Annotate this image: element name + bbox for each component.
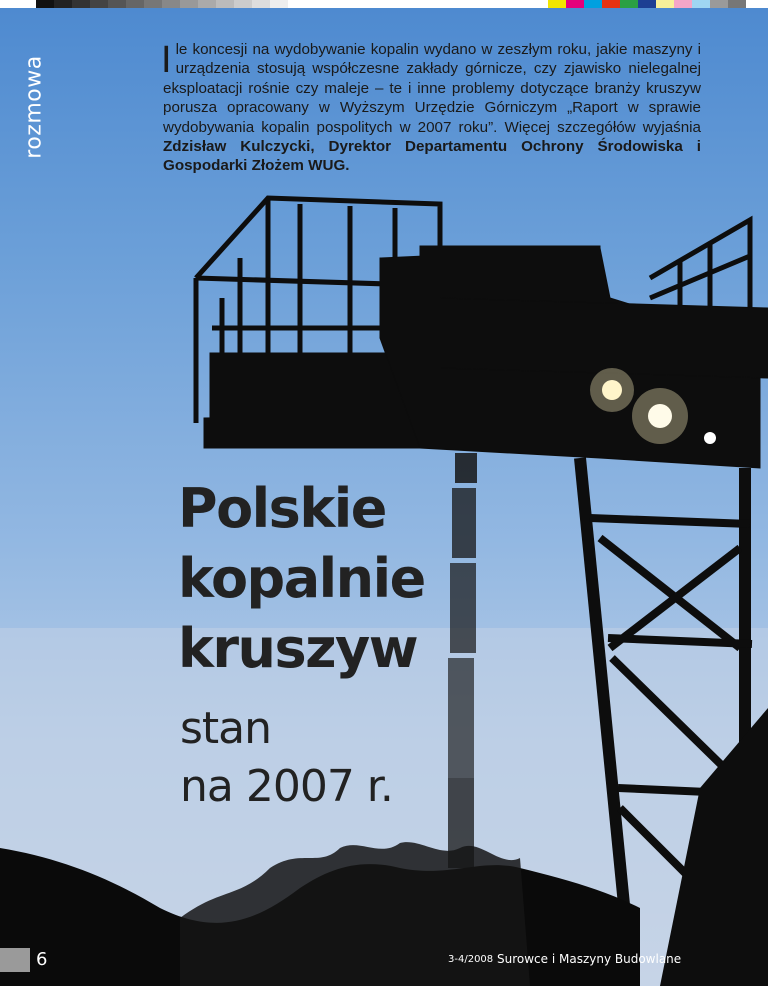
issue-number: 3-4/2008 xyxy=(448,954,494,965)
lead-paragraph xyxy=(163,40,701,176)
page-number-tab xyxy=(0,948,30,972)
headline xyxy=(178,474,498,684)
section-label: rozmowa xyxy=(21,55,47,159)
lead-text: le koncesji na wydobywanie kopalin wydano w zeszłym roku, jakie maszyny i urządzenia stosują współczesne zakłady górnicze, czy zjawisko nielegalnej eksploatacji rośnie czy maleje – te i inne problemy dotyczące branży kruszyw porusza opracowany w Wyższym Urzędzie Górniczym „Raport w sprawie wydobywania kopalin pospolitych w 2007 roku”. Więcej szczegółów wyjaśnia xyxy=(163,41,701,136)
print-grayscale-bar xyxy=(36,0,288,8)
print-color-bar xyxy=(548,0,746,8)
subheadline xyxy=(180,700,393,816)
headline-line-2: kopalnie xyxy=(178,547,425,610)
headline-line-1: Polskie xyxy=(178,477,386,540)
subheadline-line-1: stan xyxy=(180,703,272,754)
drop-cap: I xyxy=(161,39,172,81)
page-number: 6 xyxy=(36,949,48,970)
journal-title: Surowce i Maszyny Budowlane xyxy=(497,952,682,966)
headline-line-3: kruszyw xyxy=(178,617,418,680)
lead-bold-text: Zdzisław Kulczycki, Dyrektor Departamentu Ochrony Środowiska i Gospodarki Złożem WUG. xyxy=(163,138,701,175)
subheadline-line-2: na 2007 r. xyxy=(180,761,393,812)
